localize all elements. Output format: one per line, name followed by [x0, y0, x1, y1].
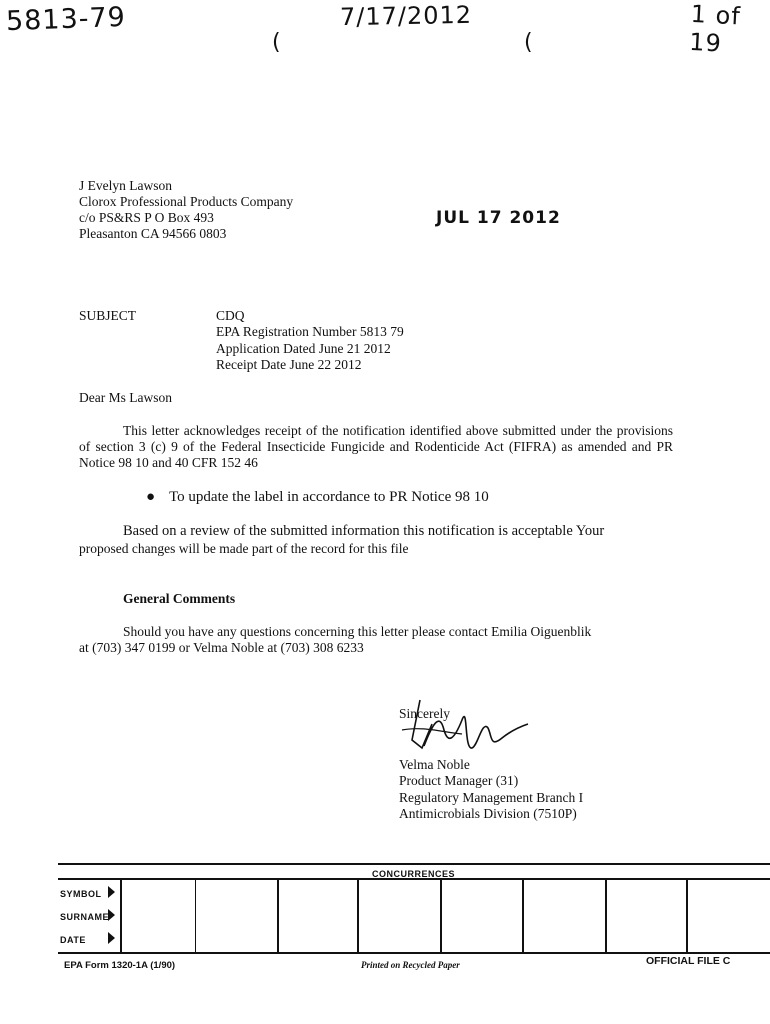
salutation: Dear Ms Lawson [79, 390, 172, 405]
signer-branch: Regulatory Management Branch I [399, 790, 584, 805]
row-label-symbol: SYMBOL [60, 889, 102, 899]
subject-line: EPA Registration Number 5813 79 [216, 324, 404, 339]
recycled-paper-note: Printed on Recycled Paper [361, 960, 460, 970]
address-po-box: c/o PS&RS P O Box 493 [79, 210, 214, 225]
subject-line: Application Dated June 21 2012 [216, 341, 391, 356]
signer-division: Antimicrobials Division (7510P) [399, 806, 577, 821]
handwritten-file-number: 5813-79 [5, 1, 127, 38]
row-arrow-icon [108, 909, 115, 921]
general-comments-line2: at (703) 347 0199 or Velma Noble at (703) 308 6233 [79, 640, 364, 655]
bullet-text: To update the label in accordance to PR Notice 98 10 [169, 489, 489, 505]
subject-line: Receipt Date June 22 2012 [216, 357, 362, 372]
bullet-item [146, 488, 489, 506]
subject-label: SUBJECT [79, 308, 137, 323]
general-comments-line1: Should you have any questions concerning this letter please contact Emilia Oiguenblik [123, 624, 592, 639]
signer-title: Product Manager (31) [399, 773, 519, 788]
official-file-label: OFFICIAL FILE C [646, 955, 731, 967]
concurrences-heading: CONCURRENCES [372, 869, 456, 879]
paragraph-text: This letter acknowledges receipt of the notification identified above submitted under the provisions of section 3 (c) 9 of the Federal Insecticide Fungicide and Rodenticide Act (FIFRA) as amended and PR Notice 98 10 and 40 CFR 152 46 [79, 423, 673, 470]
address-name: J Evelyn Lawson [79, 178, 172, 193]
address-company: Clorox Professional Products Company [79, 194, 294, 209]
row-label-surname: SURNAME [60, 912, 110, 922]
form-number: EPA Form 1320-1A (1/90) [64, 960, 176, 971]
handwritten-paren-2: ( [524, 30, 534, 55]
handwritten-date: 7/17/2012 [339, 0, 473, 32]
closing-sincerely: Sincerely [399, 706, 450, 721]
paragraph-acknowledgement [79, 423, 673, 471]
handwritten-paren-1: ( [272, 30, 282, 55]
date-stamp: JUL 17 2012 [436, 208, 561, 228]
general-comments-heading: General Comments [123, 591, 236, 606]
handwritten-page-count: 1 of 19 [688, 0, 742, 58]
paragraph2-line1: Based on a review of the submitted information this notification is acceptable Your [123, 523, 605, 539]
row-arrow-icon [108, 932, 115, 944]
signer-name: Velma Noble [399, 757, 470, 772]
subject-line: CDQ [216, 308, 245, 323]
address-city: Pleasanton CA 94566 0803 [79, 226, 227, 241]
row-arrow-icon [108, 886, 115, 898]
bullet-dot: ● [146, 489, 156, 505]
signature-image [392, 690, 532, 765]
row-label-date: DATE [60, 935, 86, 945]
paragraph2-line2: proposed changes will be made part of the record for this file [79, 541, 409, 556]
